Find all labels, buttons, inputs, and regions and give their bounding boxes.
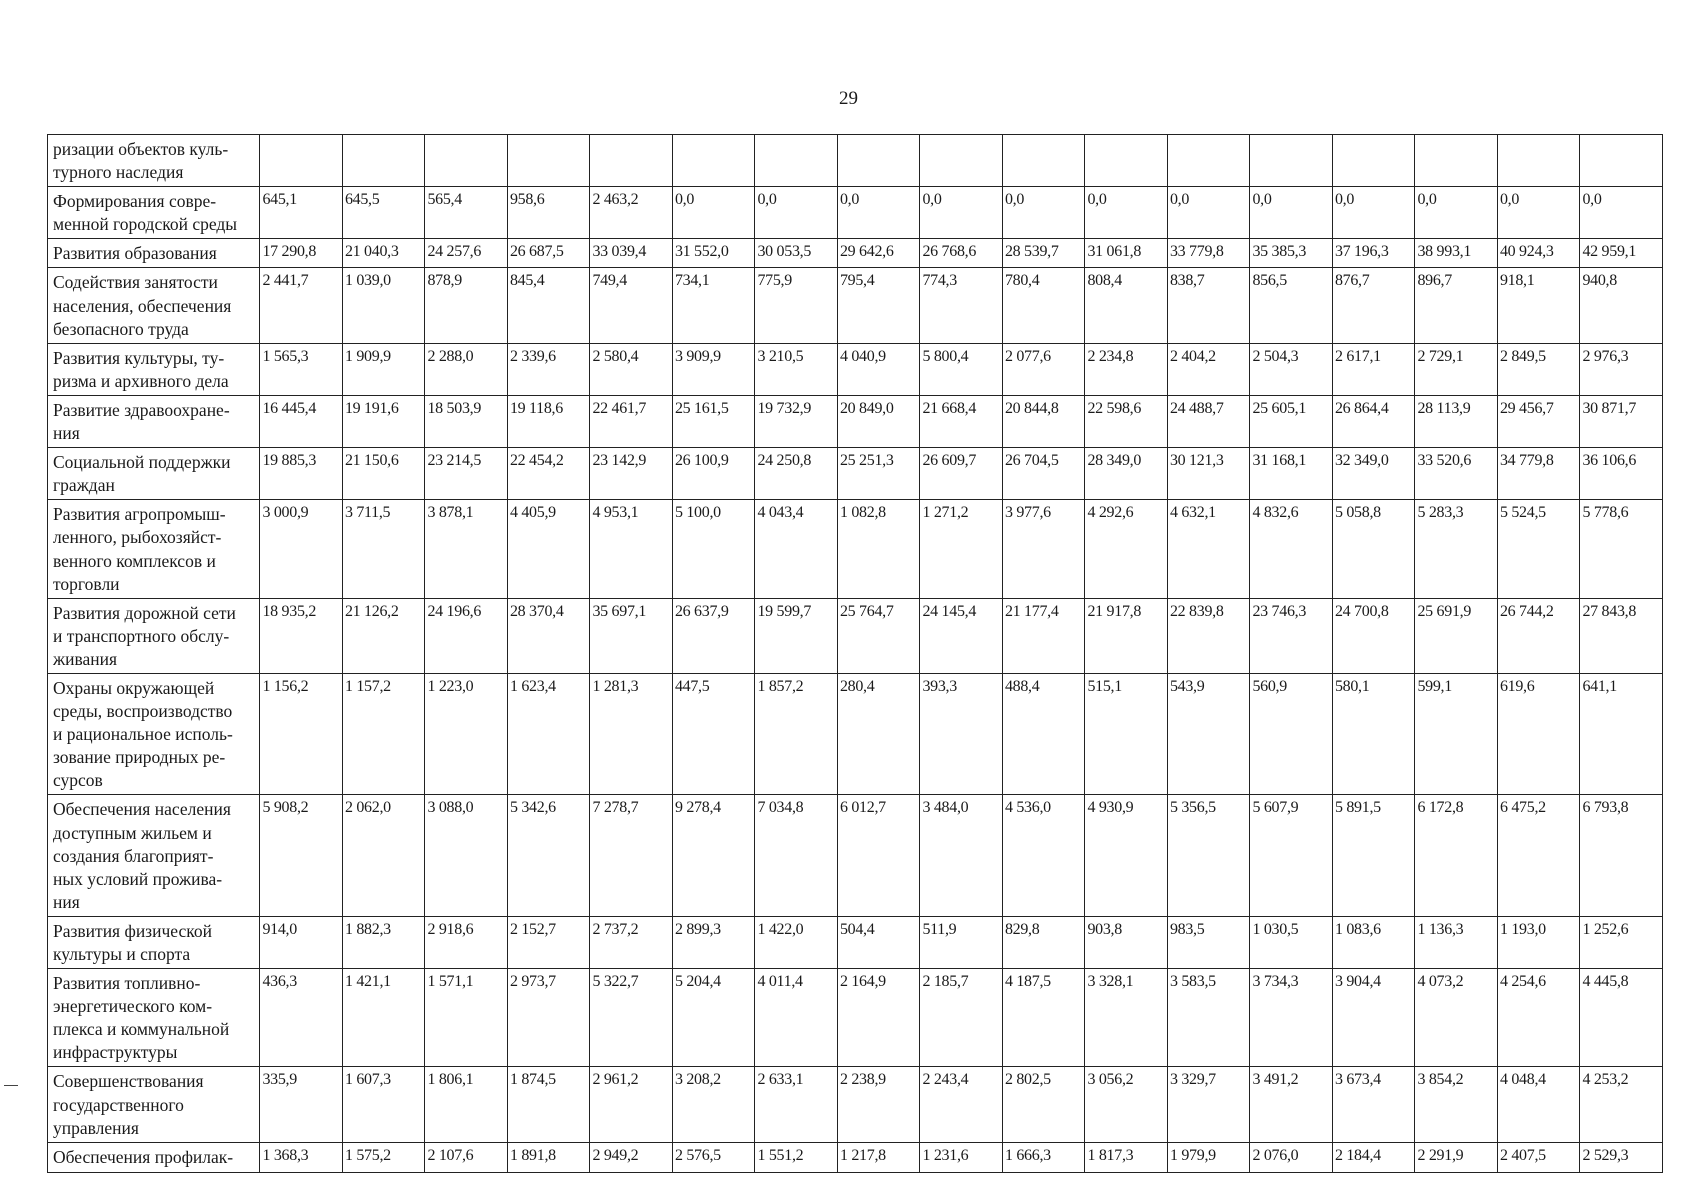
value-cell: 488,4	[1002, 673, 1085, 794]
value-cell: 34 779,8	[1497, 448, 1580, 500]
value-cell: 2 899,3	[672, 916, 755, 968]
value-cell: 3 208,2	[672, 1067, 755, 1142]
value-cell: 2 463,2	[590, 187, 673, 239]
value-cell: 1 571,1	[425, 969, 508, 1067]
value-cell: 22 461,7	[590, 395, 673, 447]
value-cell: 32 349,0	[1332, 448, 1415, 500]
value-cell: 645,1	[260, 187, 343, 239]
value-cell: 3 484,0	[920, 795, 1003, 916]
value-cell: 1 607,3	[342, 1067, 425, 1142]
value-cell: 2 291,9	[1415, 1142, 1498, 1172]
table-row	[48, 916, 1663, 968]
value-cell: 21 150,6	[342, 448, 425, 500]
row-label: Развития физической культуры и спорта	[48, 916, 260, 968]
value-cell: 0,0	[1167, 187, 1250, 239]
value-cell: 1 281,3	[590, 673, 673, 794]
value-cell: 21 668,4	[920, 395, 1003, 447]
value-cell: 5 607,9	[1250, 795, 1333, 916]
value-cell: 17 290,8	[260, 239, 343, 268]
margin-mark	[4, 1085, 18, 1086]
value-cell: 1 193,0	[1497, 916, 1580, 968]
value-cell: 774,3	[920, 268, 1003, 343]
value-cell: 28 370,4	[507, 598, 590, 673]
value-cell: 1 422,0	[755, 916, 838, 968]
value-cell: 2 976,3	[1580, 343, 1663, 395]
value-cell: 4 011,4	[755, 969, 838, 1067]
value-cell: 2 961,2	[590, 1067, 673, 1142]
value-cell: 280,4	[837, 673, 920, 794]
row-label: Развития культуры, ту- ризма и архивного дела	[48, 343, 260, 395]
value-cell: 4 043,4	[755, 500, 838, 598]
value-cell: 876,7	[1332, 268, 1415, 343]
value-cell: 1 156,2	[260, 673, 343, 794]
value-cell: 19 191,6	[342, 395, 425, 447]
row-label: Развития образования	[48, 239, 260, 268]
value-cell: 25 764,7	[837, 598, 920, 673]
value-cell: 4 048,4	[1497, 1067, 1580, 1142]
row-label: ризации объектов куль- турного наследия	[48, 135, 260, 187]
value-cell: 1 231,6	[920, 1142, 1003, 1172]
value-cell: 22 454,2	[507, 448, 590, 500]
value-cell: 6 793,8	[1580, 795, 1663, 916]
value-cell: 1 666,3	[1002, 1142, 1085, 1172]
value-cell: 28 113,9	[1415, 395, 1498, 447]
table-row	[48, 239, 1663, 268]
value-cell: 5 778,6	[1580, 500, 1663, 598]
value-cell: 6 012,7	[837, 795, 920, 916]
value-cell: 9 278,4	[672, 795, 755, 916]
value-cell: 1 252,6	[1580, 916, 1663, 968]
value-cell: 0,0	[920, 187, 1003, 239]
value-cell: 18 935,2	[260, 598, 343, 673]
value-cell: 1 368,3	[260, 1142, 343, 1172]
value-cell: 599,1	[1415, 673, 1498, 794]
value-cell: 24 700,8	[1332, 598, 1415, 673]
value-cell: 24 145,4	[920, 598, 1003, 673]
value-cell: 2 288,0	[425, 343, 508, 395]
value-cell: 22 839,8	[1167, 598, 1250, 673]
value-cell: 3 088,0	[425, 795, 508, 916]
value-cell: 1 874,5	[507, 1067, 590, 1142]
value-cell	[837, 135, 920, 187]
value-cell: 19 599,7	[755, 598, 838, 673]
value-cell: 580,1	[1332, 673, 1415, 794]
value-cell: 795,4	[837, 268, 920, 343]
value-cell: 393,3	[920, 673, 1003, 794]
value-cell: 2 918,6	[425, 916, 508, 968]
table-row	[48, 795, 1663, 916]
table-row	[48, 395, 1663, 447]
value-cell: 829,8	[1002, 916, 1085, 968]
value-cell: 2 234,8	[1085, 343, 1168, 395]
row-label: Формирования совре- менной городской среды	[48, 187, 260, 239]
row-label: Развития топливно- энергетического ком- плекса и коммунальной инфраструктуры	[48, 969, 260, 1067]
value-cell: 1 136,3	[1415, 916, 1498, 968]
value-cell: 2 617,1	[1332, 343, 1415, 395]
value-cell: 3 977,6	[1002, 500, 1085, 598]
value-cell: 0,0	[1002, 187, 1085, 239]
value-cell: 808,4	[1085, 268, 1168, 343]
value-cell: 565,4	[425, 187, 508, 239]
value-cell: 7 034,8	[755, 795, 838, 916]
value-cell: 0,0	[755, 187, 838, 239]
value-cell: 1 271,2	[920, 500, 1003, 598]
value-cell: 780,4	[1002, 268, 1085, 343]
value-cell: 36 106,6	[1580, 448, 1663, 500]
value-cell: 2 164,9	[837, 969, 920, 1067]
value-cell	[1085, 135, 1168, 187]
row-label: Развитие здравоохране- ния	[48, 395, 260, 447]
value-cell: 4 632,1	[1167, 500, 1250, 598]
value-cell: 1 857,2	[755, 673, 838, 794]
value-cell: 31 168,1	[1250, 448, 1333, 500]
value-cell: 1 039,0	[342, 268, 425, 343]
value-cell	[672, 135, 755, 187]
value-cell: 2 529,3	[1580, 1142, 1663, 1172]
value-cell	[1580, 135, 1663, 187]
value-cell: 845,4	[507, 268, 590, 343]
table-row	[48, 187, 1663, 239]
value-cell: 2 737,2	[590, 916, 673, 968]
value-cell: 1 082,8	[837, 500, 920, 598]
value-cell: 1 217,8	[837, 1142, 920, 1172]
value-cell: 31 061,8	[1085, 239, 1168, 268]
table-row	[48, 268, 1663, 343]
value-cell: 504,4	[837, 916, 920, 968]
value-cell: 918,1	[1497, 268, 1580, 343]
value-cell: 3 734,3	[1250, 969, 1333, 1067]
value-cell: 1 551,2	[755, 1142, 838, 1172]
value-cell: 38 993,1	[1415, 239, 1498, 268]
value-cell: 23 746,3	[1250, 598, 1333, 673]
value-cell: 2 062,0	[342, 795, 425, 916]
value-cell: 5 058,8	[1332, 500, 1415, 598]
value-cell: 3 491,2	[1250, 1067, 1333, 1142]
value-cell: 33 779,8	[1167, 239, 1250, 268]
value-cell: 1 817,3	[1085, 1142, 1168, 1172]
table-row	[48, 343, 1663, 395]
value-cell: 5 356,5	[1167, 795, 1250, 916]
value-cell: 35 697,1	[590, 598, 673, 673]
value-cell: 5 342,6	[507, 795, 590, 916]
value-cell: 4 445,8	[1580, 969, 1663, 1067]
value-cell: 24 488,7	[1167, 395, 1250, 447]
value-cell: 447,5	[672, 673, 755, 794]
value-cell: 5 800,4	[920, 343, 1003, 395]
value-cell: 4 832,6	[1250, 500, 1333, 598]
value-cell: 5 322,7	[590, 969, 673, 1067]
value-cell: 19 885,3	[260, 448, 343, 500]
value-cell: 21 917,8	[1085, 598, 1168, 673]
value-cell: 19 118,6	[507, 395, 590, 447]
value-cell: 37 196,3	[1332, 239, 1415, 268]
value-cell: 2 802,5	[1002, 1067, 1085, 1142]
value-cell: 2 185,7	[920, 969, 1003, 1067]
value-cell: 16 445,4	[260, 395, 343, 447]
table-row	[48, 500, 1663, 598]
value-cell: 18 503,9	[425, 395, 508, 447]
value-cell: 0,0	[837, 187, 920, 239]
value-cell: 5 100,0	[672, 500, 755, 598]
value-cell: 335,9	[260, 1067, 343, 1142]
value-cell: 2 184,4	[1332, 1142, 1415, 1172]
row-label: Развития дорожной сети и транспортного обслу- живания	[48, 598, 260, 673]
value-cell	[342, 135, 425, 187]
value-cell: 28 539,7	[1002, 239, 1085, 268]
value-cell: 19 732,9	[755, 395, 838, 447]
value-cell: 2 973,7	[507, 969, 590, 1067]
value-cell	[425, 135, 508, 187]
table-body	[48, 135, 1663, 1173]
value-cell	[590, 135, 673, 187]
value-cell: 2 404,2	[1167, 343, 1250, 395]
value-cell: 30 121,3	[1167, 448, 1250, 500]
value-cell	[1415, 135, 1498, 187]
value-cell: 30 053,5	[755, 239, 838, 268]
value-cell: 0,0	[1085, 187, 1168, 239]
value-cell: 4 040,9	[837, 343, 920, 395]
table-row	[48, 135, 1663, 187]
value-cell: 26 100,9	[672, 448, 755, 500]
value-cell: 1 223,0	[425, 673, 508, 794]
value-cell: 1 891,8	[507, 1142, 590, 1172]
value-cell: 21 126,2	[342, 598, 425, 673]
value-cell: 1 083,6	[1332, 916, 1415, 968]
value-cell: 2 576,5	[672, 1142, 755, 1172]
value-cell: 1 882,3	[342, 916, 425, 968]
value-cell: 25 251,3	[837, 448, 920, 500]
value-cell: 0,0	[1250, 187, 1333, 239]
value-cell: 31 552,0	[672, 239, 755, 268]
value-cell: 6 475,2	[1497, 795, 1580, 916]
value-cell: 3 711,5	[342, 500, 425, 598]
value-cell: 2 949,2	[590, 1142, 673, 1172]
value-cell: 30 871,7	[1580, 395, 1663, 447]
value-cell: 1 575,2	[342, 1142, 425, 1172]
budget-table	[47, 134, 1663, 1173]
row-label: Совершенствования государственного управления	[48, 1067, 260, 1142]
value-cell: 2 238,9	[837, 1067, 920, 1142]
value-cell: 645,5	[342, 187, 425, 239]
table-row	[48, 969, 1663, 1067]
value-cell: 2 580,4	[590, 343, 673, 395]
value-cell: 4 253,2	[1580, 1067, 1663, 1142]
value-cell: 26 704,5	[1002, 448, 1085, 500]
value-cell: 3 210,5	[755, 343, 838, 395]
page-number: 29	[839, 88, 858, 109]
value-cell: 42 959,1	[1580, 239, 1663, 268]
row-label: Обеспечения профилак-	[48, 1142, 260, 1172]
value-cell: 26 744,2	[1497, 598, 1580, 673]
value-cell: 23 142,9	[590, 448, 673, 500]
value-cell: 0,0	[1332, 187, 1415, 239]
row-label: Обеспечения населения доступным жильем и создания благоприят- ных условий прожива- ния	[48, 795, 260, 916]
value-cell: 27 843,8	[1580, 598, 1663, 673]
value-cell: 3 056,2	[1085, 1067, 1168, 1142]
value-cell: 3 000,9	[260, 500, 343, 598]
value-cell: 903,8	[1085, 916, 1168, 968]
value-cell: 515,1	[1085, 673, 1168, 794]
value-cell: 1 909,9	[342, 343, 425, 395]
table-row	[48, 673, 1663, 794]
value-cell: 6 172,8	[1415, 795, 1498, 916]
value-cell: 734,1	[672, 268, 755, 343]
value-cell: 2 407,5	[1497, 1142, 1580, 1172]
value-cell: 4 254,6	[1497, 969, 1580, 1067]
value-cell: 40 924,3	[1497, 239, 1580, 268]
value-cell: 3 878,1	[425, 500, 508, 598]
value-cell: 2 441,7	[260, 268, 343, 343]
value-cell: 2 077,6	[1002, 343, 1085, 395]
row-label: Содействия занятости населения, обеспечения безопасного труда	[48, 268, 260, 343]
value-cell: 856,5	[1250, 268, 1333, 343]
value-cell	[755, 135, 838, 187]
value-cell: 2 076,0	[1250, 1142, 1333, 1172]
value-cell: 23 214,5	[425, 448, 508, 500]
value-cell: 1 623,4	[507, 673, 590, 794]
value-cell: 1 421,1	[342, 969, 425, 1067]
value-cell: 25 605,1	[1250, 395, 1333, 447]
value-cell: 26 768,6	[920, 239, 1003, 268]
value-cell	[1167, 135, 1250, 187]
value-cell: 3 904,4	[1332, 969, 1415, 1067]
value-cell: 3 583,5	[1167, 969, 1250, 1067]
table-row	[48, 448, 1663, 500]
value-cell: 29 642,6	[837, 239, 920, 268]
value-cell	[1332, 135, 1415, 187]
value-cell: 775,9	[755, 268, 838, 343]
value-cell: 0,0	[1415, 187, 1498, 239]
value-cell: 838,7	[1167, 268, 1250, 343]
value-cell: 1 565,3	[260, 343, 343, 395]
value-cell: 4 930,9	[1085, 795, 1168, 916]
value-cell: 35 385,3	[1250, 239, 1333, 268]
value-cell	[1250, 135, 1333, 187]
value-cell: 26 864,4	[1332, 395, 1415, 447]
value-cell: 896,7	[1415, 268, 1498, 343]
value-cell: 21 177,4	[1002, 598, 1085, 673]
row-label: Охраны окружающей среды, воспроизводство и рациональное исполь- зование природных ре- сурсов	[48, 673, 260, 794]
value-cell: 3 854,2	[1415, 1067, 1498, 1142]
table-row	[48, 598, 1663, 673]
value-cell: 543,9	[1167, 673, 1250, 794]
value-cell: 25 691,9	[1415, 598, 1498, 673]
value-cell: 511,9	[920, 916, 1003, 968]
value-cell: 560,9	[1250, 673, 1333, 794]
value-cell: 24 196,6	[425, 598, 508, 673]
value-cell	[920, 135, 1003, 187]
value-cell: 2 339,6	[507, 343, 590, 395]
value-cell: 26 637,9	[672, 598, 755, 673]
row-label: Развития агропромыш- ленного, рыбохозяйст- венного комплексов и торговли	[48, 500, 260, 598]
value-cell: 940,8	[1580, 268, 1663, 343]
value-cell: 2 152,7	[507, 916, 590, 968]
value-cell: 4 073,2	[1415, 969, 1498, 1067]
value-cell: 7 278,7	[590, 795, 673, 916]
value-cell	[260, 135, 343, 187]
value-cell: 2 729,1	[1415, 343, 1498, 395]
value-cell: 1 979,9	[1167, 1142, 1250, 1172]
value-cell: 436,3	[260, 969, 343, 1067]
value-cell	[507, 135, 590, 187]
value-cell: 29 456,7	[1497, 395, 1580, 447]
value-cell: 20 844,8	[1002, 395, 1085, 447]
value-cell: 33 520,6	[1415, 448, 1498, 500]
table-row	[48, 1142, 1663, 1172]
value-cell: 5 283,3	[1415, 500, 1498, 598]
value-cell: 878,9	[425, 268, 508, 343]
value-cell: 4 953,1	[590, 500, 673, 598]
value-cell: 1 030,5	[1250, 916, 1333, 968]
value-cell: 33 039,4	[590, 239, 673, 268]
value-cell: 25 161,5	[672, 395, 755, 447]
value-cell: 2 243,4	[920, 1067, 1003, 1142]
value-cell: 958,6	[507, 187, 590, 239]
value-cell: 0,0	[672, 187, 755, 239]
value-cell: 26 687,5	[507, 239, 590, 268]
value-cell: 3 329,7	[1167, 1067, 1250, 1142]
value-cell: 24 250,8	[755, 448, 838, 500]
value-cell: 28 349,0	[1085, 448, 1168, 500]
value-cell: 5 908,2	[260, 795, 343, 916]
value-cell: 983,5	[1167, 916, 1250, 968]
value-cell: 0,0	[1580, 187, 1663, 239]
value-cell: 21 040,3	[342, 239, 425, 268]
value-cell: 914,0	[260, 916, 343, 968]
value-cell: 24 257,6	[425, 239, 508, 268]
value-cell: 1 806,1	[425, 1067, 508, 1142]
value-cell: 2 107,6	[425, 1142, 508, 1172]
value-cell: 3 909,9	[672, 343, 755, 395]
value-cell: 4 292,6	[1085, 500, 1168, 598]
value-cell: 5 891,5	[1332, 795, 1415, 916]
value-cell: 5 204,4	[672, 969, 755, 1067]
value-cell: 20 849,0	[837, 395, 920, 447]
value-cell: 1 157,2	[342, 673, 425, 794]
table-row	[48, 1067, 1663, 1142]
value-cell: 3 673,4	[1332, 1067, 1415, 1142]
value-cell: 2 849,5	[1497, 343, 1580, 395]
row-label: Социальной поддержки граждан	[48, 448, 260, 500]
value-cell: 641,1	[1580, 673, 1663, 794]
value-cell: 3 328,1	[1085, 969, 1168, 1067]
value-cell	[1002, 135, 1085, 187]
value-cell: 2 504,3	[1250, 343, 1333, 395]
value-cell: 4 187,5	[1002, 969, 1085, 1067]
value-cell: 2 633,1	[755, 1067, 838, 1142]
value-cell: 26 609,7	[920, 448, 1003, 500]
value-cell: 0,0	[1497, 187, 1580, 239]
value-cell: 5 524,5	[1497, 500, 1580, 598]
value-cell: 4 405,9	[507, 500, 590, 598]
value-cell: 749,4	[590, 268, 673, 343]
value-cell: 4 536,0	[1002, 795, 1085, 916]
value-cell: 22 598,6	[1085, 395, 1168, 447]
value-cell	[1497, 135, 1580, 187]
value-cell: 619,6	[1497, 673, 1580, 794]
